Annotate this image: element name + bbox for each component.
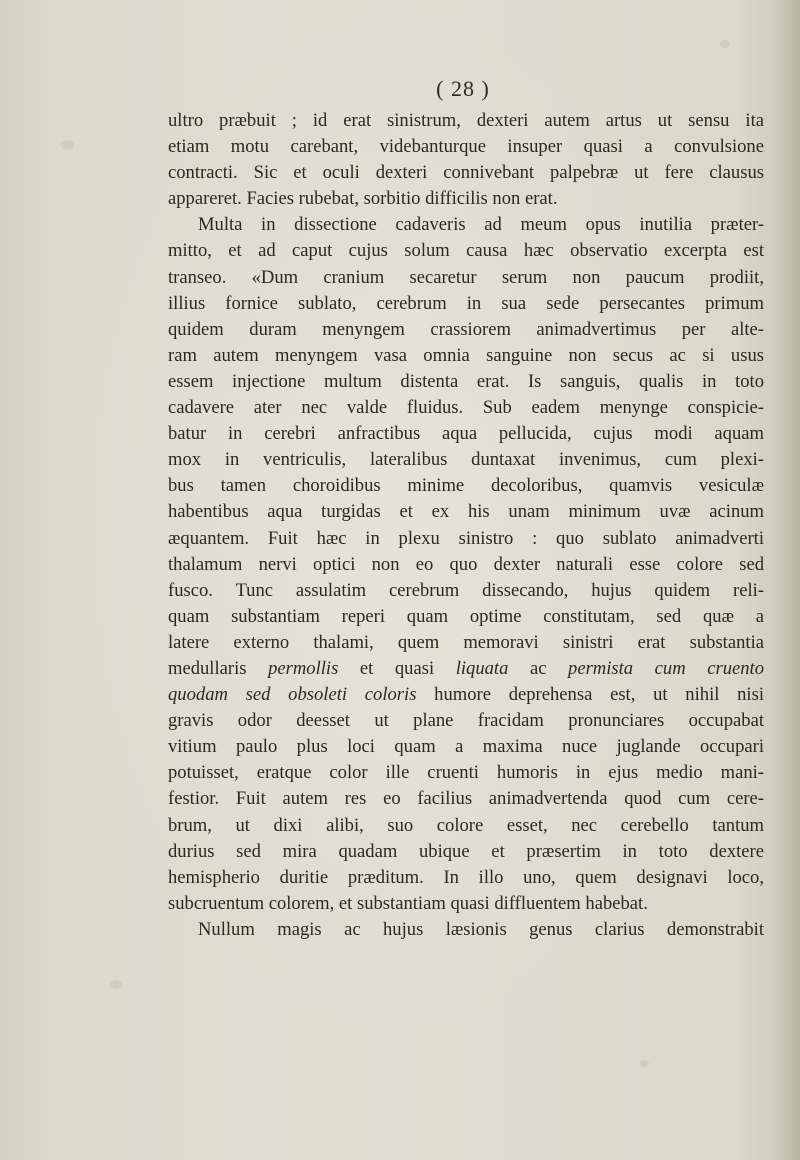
text-line: mitto, et ad caput cujus solum causa hæc observatio excerpta est	[168, 240, 764, 262]
text-line: illius fornice sublato, cerebrum in sua sede persecantes primum	[168, 292, 764, 314]
text-line: durius sed mira quadam ubique et præsertim in toto dextere	[168, 840, 764, 862]
page-number: ( 28 )	[436, 76, 490, 101]
text-segment: ac	[508, 657, 569, 679]
text-line: vitium paulo plus loci quam a maxima nuce juglande occupari	[168, 736, 764, 758]
page-edge-shadow	[774, 0, 800, 1160]
text-line: thalamum nervi optici non eo quo dexter naturali esse colore sed	[168, 553, 764, 575]
text-line: essem injectione multum distenta erat. Is sanguis, qualis in toto	[168, 370, 764, 392]
body-text	[168, 108, 764, 943]
text-segment: medullaris	[168, 657, 269, 679]
text-line: mox in ventriculis, lateralibus duntaxat invenimus, cum plexi-	[168, 449, 764, 471]
text-line: brum, ut dixi alibi, suo colore esset, nec cerebello tantum	[168, 814, 764, 836]
text-line: batur in cerebri anfractibus aqua pellucida, cujus modi aquam	[168, 423, 764, 445]
text-line: quam substantiam reperi quam optime constitutam, sed quæ a	[168, 605, 764, 627]
text-line: appareret. Facies rubebat, sorbitio difficilis non erat.	[168, 188, 558, 210]
text-line-italic-mixed	[168, 682, 764, 708]
text-line: Nullum magis ac hujus læsionis genus clarius demonstrabit	[198, 918, 764, 940]
text-line: contracti. Sic et oculi dexteri connivebant palpebræ ut fere clausus	[168, 162, 764, 184]
text-line: cadavere ater nec valde fluidus. Sub eadem menynge conspicie-	[168, 397, 764, 419]
text-line: habentibus aqua turgidas et ex his unam minimum uvæ acinum	[168, 501, 764, 523]
italic-segment: liquata	[455, 657, 509, 679]
text-line: transeo. «Dum cranium secaretur serum non paucum prodiit,	[168, 266, 764, 288]
text-segment: et quasi	[338, 657, 456, 679]
text-line-italic-mixed	[168, 656, 764, 682]
italic-segment: permollis	[268, 657, 339, 679]
text-line: ultro præbuit ; id erat sinistrum, dexteri autem artus ut sensu ita	[168, 110, 764, 131]
text-line: festior. Fuit autem res eo facilius animadvertenda quod cum cere-	[168, 788, 764, 810]
foxing-spot	[110, 980, 122, 989]
text-line: etiam motu carebant, videbanturque insuper quasi a convulsione	[168, 136, 764, 158]
text-line: subcruentum colorem, et substantiam quasi diffluentem habebat.	[168, 892, 648, 914]
text-line: ram autem menyngem vasa omnia sanguine non secus ac si usus	[168, 344, 764, 366]
foxing-spot	[60, 140, 74, 150]
text-segment: humore deprehensa est, ut nihil nisi	[416, 684, 764, 706]
text-line: potuisset, eratque color ille cruenti humoris in ejus medio mani-	[168, 762, 764, 784]
text-line: Multa in dissectione cadaveris ad meum opus inutilia præter-	[198, 214, 764, 236]
italic-segment: permista cum cruento	[568, 657, 764, 679]
foxing-spot	[640, 1060, 649, 1067]
text-line: bus tamen choroidibus minime decoloribus, quamvis vesiculæ	[168, 475, 764, 497]
text-line: gravis odor deesset ut plane fracidam pronunciares occupabat	[168, 710, 764, 732]
foxing-spot	[720, 40, 730, 48]
text-line: æquantem. Fuit hæc in plexu sinistro : quo sublato animadverti	[168, 527, 764, 549]
italic-segment: quodam sed obsoleti coloris	[168, 684, 417, 706]
text-line: latere externo thalami, quem memoravi sinistri erat substantia	[168, 631, 764, 653]
text-line: quidem duram menyngem crassiorem animadvertimus per alte-	[168, 318, 764, 340]
text-line: hemispherio duritie præditum. In illo uno, quem designavi loco,	[168, 866, 764, 888]
text-line: fusco. Tunc assulatim cerebrum dissecando, hujus quidem reli-	[168, 579, 764, 601]
